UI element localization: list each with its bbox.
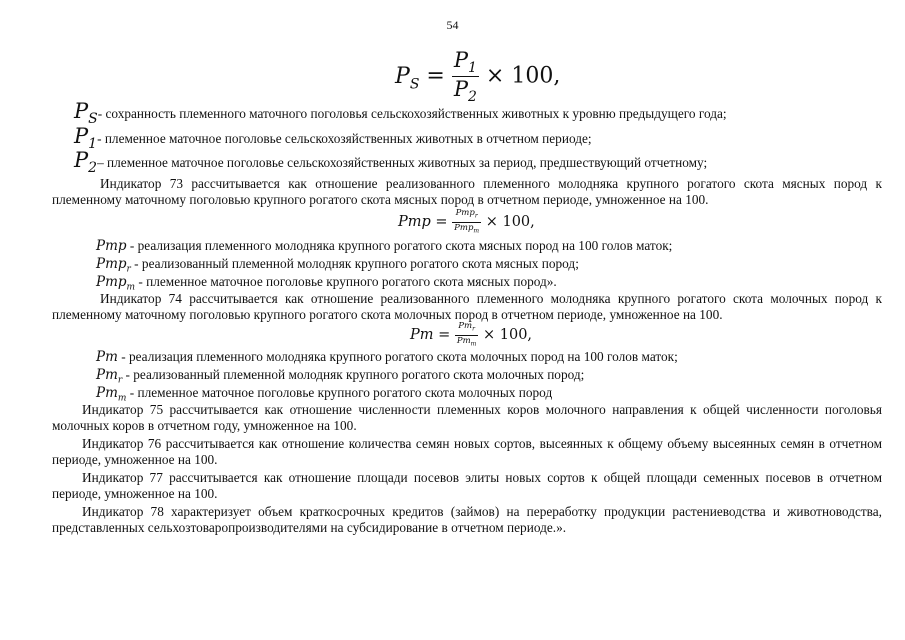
formula-pmp [398,208,535,236]
indicator-76-paragraph: Индикатор 76 рассчитывается как отношение количества семян новых сортов, высеянных к общему объему высеянных семян в отчетном периоде, умноженное на 100. [52,436,882,467]
def-p2-symbol: $P_2$ [74,148,98,177]
def-ps-text: - сохранность племенного маточного поголовья сельскохозяйственных животных к уровню предыдущего года; [97,106,727,121]
def-pm-r-symbol: $Pm_r$ [96,367,123,386]
formula-ps-lhs: $P_S$ [395,63,420,93]
formula-ps [395,48,560,105]
formula-pmp-eq: = [435,214,448,231]
def-pmp-text: - реализация племенного молодняка крупного рогатого скота мясных пород на 100 голов маток; [129,238,673,253]
formula-pmp-lhs: Pmp [398,214,431,231]
formula-pm [410,321,532,349]
page-number: 54 [446,18,459,32]
def-pmp-symbol: Pmp [96,238,127,254]
formula-pm-lhs: Pm [410,327,434,344]
def-p1-text: - племенное маточное поголовье сельскохозяйственных животных в отчетном периоде; [97,131,592,146]
formula-ps-fraction [452,48,479,105]
formula-pm-fraction [455,321,478,349]
formula-ps-denominator: $P_2$ [453,77,477,106]
def-p1 [74,124,592,153]
def-ps-symbol: $P_S$ [74,99,98,128]
def-ps [74,99,727,128]
def-pm-m-text: - племенное маточное поголовье крупного рогатого скота молочных пород [126,385,553,400]
formula-pm-denominator: $Pm_m$ [456,335,477,348]
def-p2 [74,148,708,177]
def-p2-text: – племенное маточное поголовье сельскохозяйственных животных за период, предшествующий отчетному; [97,155,708,170]
formula-pmp-denominator: Pmp$_m$ [454,222,480,235]
formula-ps-numerator: $P_1$ [453,48,477,77]
formula-ps-tail: × 100, [485,63,561,89]
def-pmp-m-symbol: Pmp$_m$ [96,274,136,293]
indicator-78-paragraph: Индикатор 78 характеризует объем краткосрочных кредитов (займов) на переработку продукции растениеводства и животноводства, представленных сельхозтоваропроизводителями на субсидирование в отчетном периоде.». [52,504,882,535]
indicator-74-paragraph: Индикатор 74 рассчитывается как отношение реализованного племенного молодняка крупного рогатого скота молочных пород к племенному маточному поголовью крупного рогатого скота молочных пород в отчетном периоде, умноженное на 100. [52,291,882,322]
formula-ps-eq: = [426,63,445,89]
def-pmp-r-text: - реализованный племенной молодняк крупного рогатого скота мясных пород; [134,256,579,271]
def-pm-symbol: Pm [96,349,118,365]
def-p1-symbol: $P_1$ [74,124,98,153]
formula-pm-tail: × 100, [482,327,533,344]
def-pmp-r-symbol: Pmp$_r$ [96,256,131,275]
def-pm-text: - реализация племенного молодняка крупного рогатого скота молочных пород на 100 голов маток; [121,349,678,364]
formula-pmp-numerator: Pmp$_r$ [455,208,478,220]
formula-pm-numerator: $Pm_r$ [458,321,475,333]
indicator-73-paragraph: Индикатор 73 рассчитывается как отношение реализованного племенного молодняка крупного рогатого скота мясных пород к племенному маточному поголовью крупного рогатого скота мясных пород в отчетном периоде, умноженное на 100. [52,176,882,207]
def-pmp-m-text: - племенное маточное поголовье крупного рогатого скота мясных пород». [135,274,557,289]
def-pm-r-text: - реализованный племенной молодняк крупного рогатого скота молочных пород; [122,367,585,382]
formula-pmp-fraction [452,208,481,236]
indicator-75-paragraph: Индикатор 75 рассчитывается как отношение численности племенных коров молочного направления к общей численности поголовья молочных коров в отчетном году, умноженное на 100. [52,402,882,433]
formula-pm-eq: = [438,327,451,344]
def-pm-m-symbol: $Pm_m$ [96,385,127,404]
formula-pmp-tail: × 100, [485,214,535,231]
indicator-77-paragraph: Индикатор 77 рассчитывается как отношение площади посевов элиты новых сортов к общей площади семенных посевов в отчетном периоде, умноженное на 100. [52,470,882,501]
